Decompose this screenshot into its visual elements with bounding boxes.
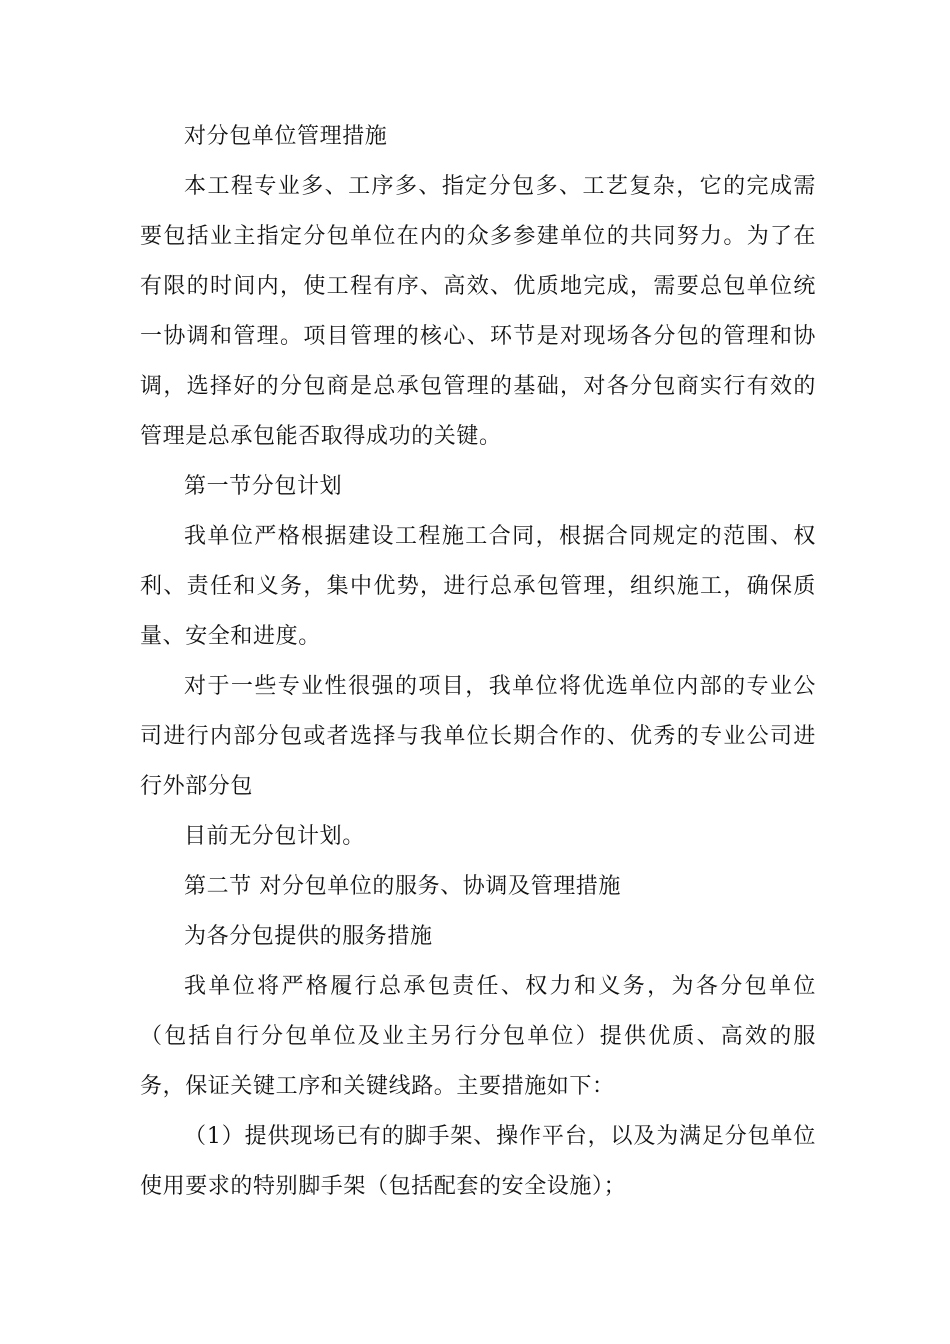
paragraph-specialized-items: 对于一些专业性很强的项目，我单位将优选单位内部的专业公司进行内部分包或者选择与我单位长期合作的、优秀的专业公司进行外部分包	[140, 674, 816, 799]
section-heading-subcontract-plan: 第一节分包计划	[184, 474, 343, 499]
section-heading-subcontractor-management: 对分包单位管理措施	[184, 124, 388, 149]
subheading-service-measures: 为各分包提供的服务措施	[184, 924, 433, 949]
paragraph-service-commitment: 我单位将严格履行总承包责任、权力和义务，为各分包单位（包括自行分包单位及业主另行分包单位）提供优质、高效的服务，保证关键工序和关键线路。主要措施如下：	[140, 974, 816, 1099]
paragraph-contract-basis: 我单位严格根据建设工程施工合同，根据合同规定的范围、权利、责任和义务，集中优势，进行总承包管理，组织施工，确保质量、安全和进度。	[140, 524, 816, 649]
document-body	[140, 112, 816, 1212]
section-heading-service-coordination: 第二节 对分包单位的服务、协调及管理措施	[184, 874, 621, 899]
paragraph-no-subcontract-plan: 目前无分包计划。	[184, 824, 365, 849]
list-item-scaffolding: （1）提供现场已有的脚手架、操作平台，以及为满足分包单位使用要求的特别脚手架（包括配套的安全设施）；	[140, 1124, 816, 1199]
paragraph-project-overview: 本工程专业多、工序多、指定分包多、工艺复杂，它的完成需要包括业主指定分包单位在内的众多参建单位的共同努力。为了在有限的时间内，使工程有序、高效、优质地完成，需要总包单位统一协调和管理。项目管理的核心、环节是对现场各分包的管理和协调，选择好的分包商是总承包管理的基础，对各分包商实行有效的管理是总承包能否取得成功的关键。	[140, 174, 816, 449]
